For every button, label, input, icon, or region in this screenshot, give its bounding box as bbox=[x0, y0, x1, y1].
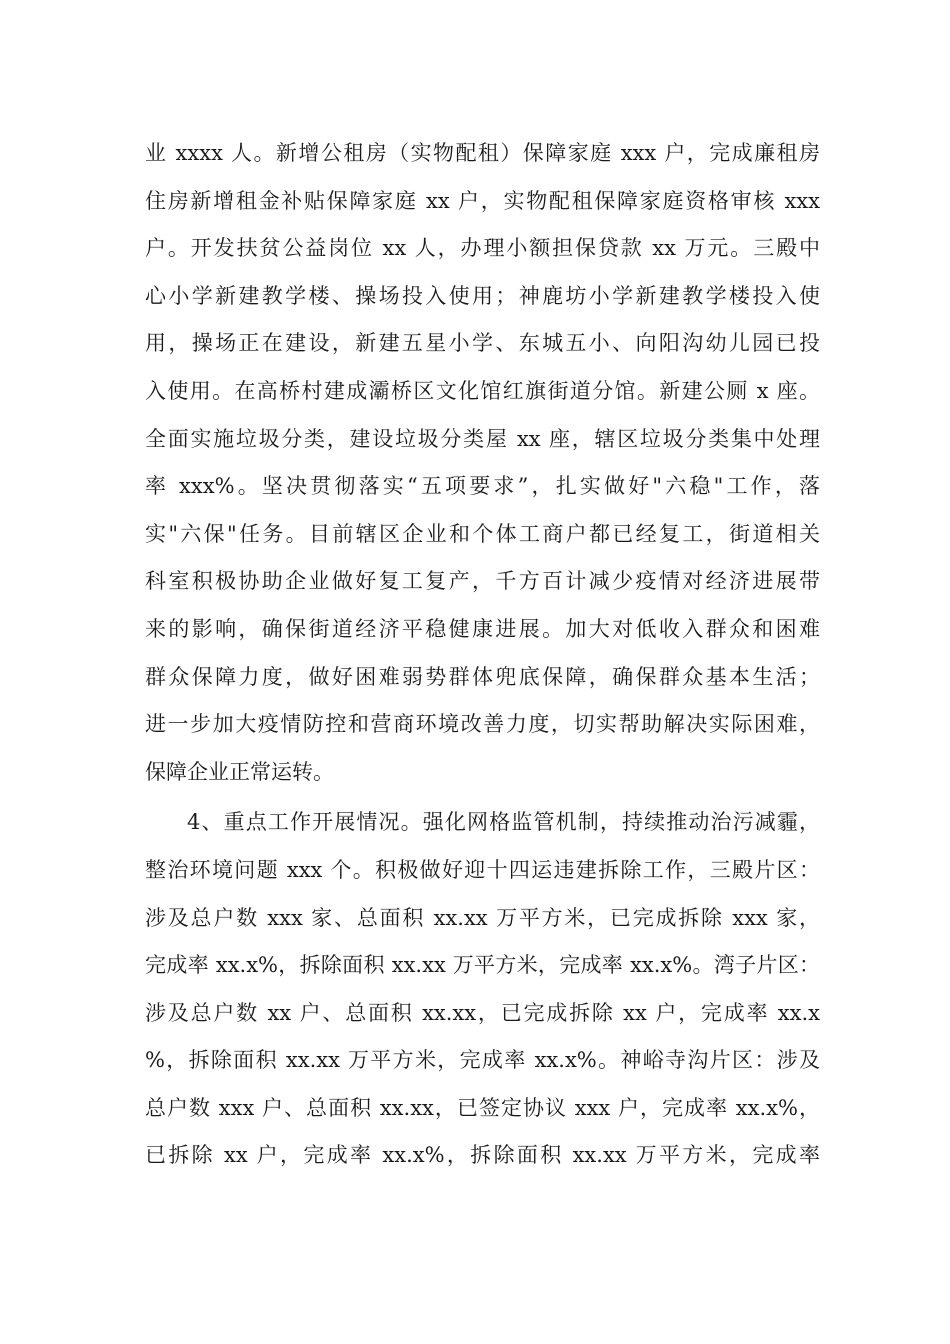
text-line: 用，操场正在建设，新建五星小学、东城五小、向阳沟幼儿园已投 bbox=[145, 331, 820, 356]
text-line: 群众保障力度，做好困难弱势群体兜底保障，确保群众基本生活； bbox=[145, 664, 820, 689]
text-line: 住房新增租金补贴保障家庭 xx 户，实物配租保障家庭资格审核 xxx bbox=[145, 188, 820, 213]
paragraph-2 bbox=[145, 799, 820, 1180]
text-line: 入使用。在高桥村建成灞桥区文化馆红旗街道分馆。新建公厕 x 座。 bbox=[145, 378, 820, 403]
text-line: 4、重点工作开展情况。强化网格监管机制，持续推动治污减霾， bbox=[187, 810, 820, 835]
text-line: 已拆除 xx 户，完成率 xx.x%，拆除面积 xx.xx 万平方米，完成率 bbox=[145, 1143, 820, 1168]
text-line: 完成率 xx.x%，拆除面积 xx.xx 万平方米，完成率 xx.x%。湾子片区： bbox=[145, 953, 820, 978]
text-line: 进一步加大疫情防控和营商环境改善力度，切实帮助解决实际困难， bbox=[145, 712, 820, 737]
text-line: 科室积极协助企业做好复工复产，千方百计减少疫情对经济进展带 bbox=[145, 569, 820, 594]
text-line: 实"六保"任务。目前辖区企业和个体工商户都已经复工，街道相关 bbox=[145, 521, 820, 546]
text-line: 整治环境问题 xxx 个。积极做好迎十四运违建拆除工作，三殿片区： bbox=[145, 857, 820, 882]
text-line: 业 xxxx 人。新增公租房（实物配租）保障家庭 xxx 户，完成廉租房 bbox=[145, 141, 820, 165]
text-line: 保障企业正常运转。 bbox=[145, 759, 334, 784]
paragraph-1 bbox=[145, 130, 820, 796]
text-line: 涉及总户数 xxx 家、总面积 xx.xx 万平方米，已完成拆除 xxx 家， bbox=[145, 905, 820, 930]
text-line: %，拆除面积 xx.xx 万平方米，完成率 xx.x%。神峪寺沟片区：涉及 bbox=[145, 1048, 820, 1073]
text-line: 总户数 xxx 户、总面积 xx.xx，已签定协议 xxx 户，完成率 xx.x%， bbox=[145, 1095, 820, 1120]
text-line: 心小学新建教学楼、操场投入使用；神鹿坊小学新建教学楼投入使 bbox=[145, 283, 820, 308]
text-line: 率 xxx%。坚决贯彻落实“五项要求”，扎实做好"六稳"工作，落 bbox=[145, 474, 820, 499]
text-line: 全面实施垃圾分类，建设垃圾分类屋 xx 座，辖区垃圾分类集中处理 bbox=[145, 426, 820, 451]
text-line: 涉及总户数 xx 户、总面积 xx.xx，已完成拆除 xx 户，完成率 xx.x bbox=[145, 1000, 820, 1025]
text-line: 来的影响，确保街道经济平稳健康进展。加大对低收入群众和困难 bbox=[145, 616, 820, 641]
document-body bbox=[145, 130, 820, 1180]
text-line: 户。开发扶贫公益岗位 xx 人，办理小额担保贷款 xx 万元。三殿中 bbox=[145, 236, 820, 261]
